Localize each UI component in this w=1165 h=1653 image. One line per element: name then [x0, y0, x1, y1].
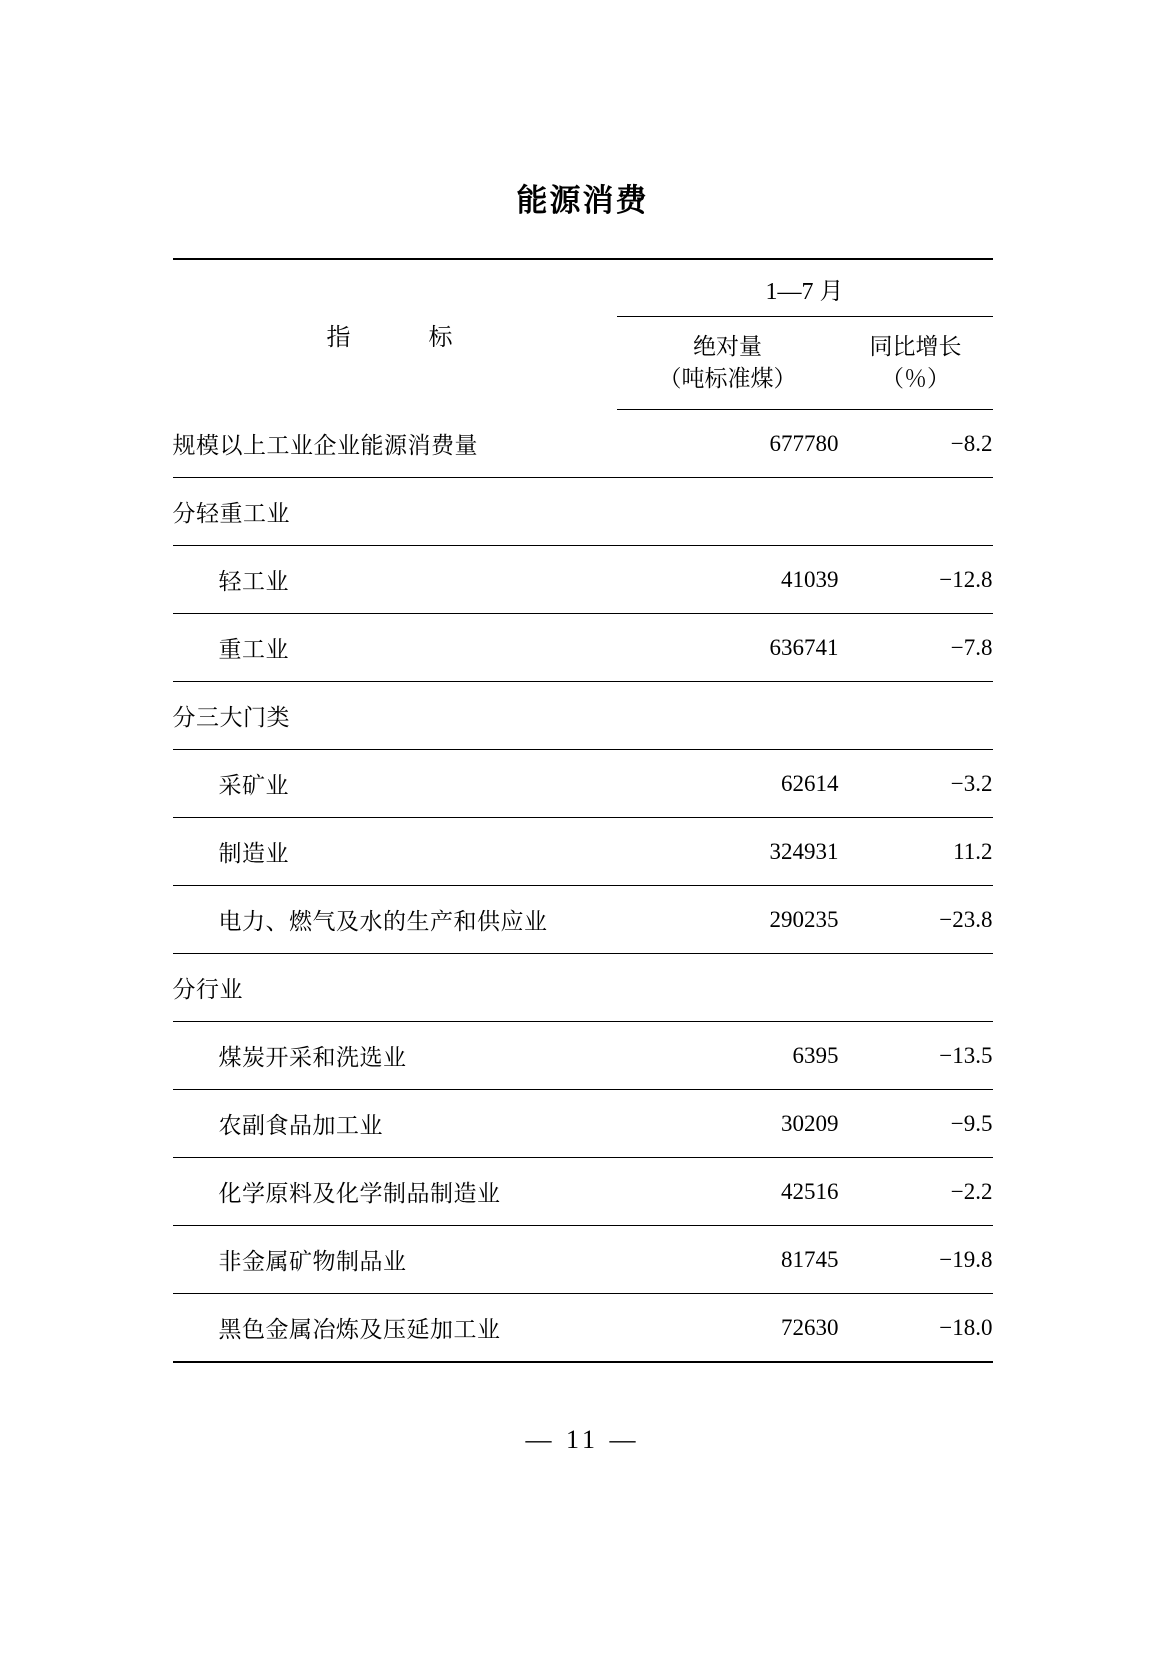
table-row — [173, 954, 993, 1022]
row-absolute-value — [617, 478, 839, 546]
page-title: 能源消费 — [516, 183, 649, 218]
table-row — [173, 1022, 993, 1090]
row-absolute-value: 41039 — [617, 546, 839, 614]
row-label: 黑色金属冶炼及压延加工业 — [173, 1294, 617, 1363]
row-yoy-value: −19.8 — [839, 1226, 993, 1294]
energy-consumption-table-container — [173, 220, 993, 1363]
row-absolute-value: 62614 — [617, 750, 839, 818]
row-absolute-value: 30209 — [617, 1090, 839, 1158]
row-absolute-value: 636741 — [617, 614, 839, 682]
row-absolute-value: 6395 — [617, 1022, 839, 1090]
row-yoy-value — [839, 682, 993, 750]
table-row — [173, 1158, 993, 1226]
row-label: 煤炭开采和洗选业 — [173, 1022, 617, 1090]
row-label: 分轻重工业 — [173, 478, 617, 546]
row-absolute-value — [617, 954, 839, 1022]
row-absolute-value — [617, 682, 839, 750]
row-absolute-value: 81745 — [617, 1226, 839, 1294]
column-header-absolute-label: 绝对量 — [693, 334, 762, 360]
row-absolute-value: 677780 — [617, 410, 839, 478]
table-row — [173, 478, 993, 546]
row-yoy-value: −13.5 — [839, 1022, 993, 1090]
row-yoy-value: 11.2 — [839, 818, 993, 886]
row-yoy-value: −8.2 — [839, 410, 993, 478]
energy-consumption-table — [173, 258, 993, 1363]
column-header-yoy-label: 同比增长 — [869, 334, 962, 360]
table-row — [173, 1226, 993, 1294]
row-yoy-value — [839, 478, 993, 546]
column-header-yoy-unit: （％） — [881, 366, 950, 391]
row-absolute-value: 72630 — [617, 1294, 839, 1363]
column-header-period: 1—7 月 — [617, 259, 993, 317]
table-row — [173, 1294, 993, 1363]
row-label: 农副食品加工业 — [173, 1090, 617, 1158]
table-header-top-row — [173, 259, 993, 317]
table-row — [173, 682, 993, 750]
row-yoy-value: −3.2 — [839, 750, 993, 818]
row-yoy-value: −7.8 — [839, 614, 993, 682]
row-yoy-value: −9.5 — [839, 1090, 993, 1158]
table-row — [173, 614, 993, 682]
row-yoy-value: −2.2 — [839, 1158, 993, 1226]
row-label: 化学原料及化学制品制造业 — [173, 1158, 617, 1226]
table-row — [173, 750, 993, 818]
table-row — [173, 410, 993, 478]
row-label: 分行业 — [173, 954, 617, 1022]
row-absolute-value: 290235 — [617, 886, 839, 954]
table-body — [173, 259, 993, 1362]
table-row — [173, 886, 993, 954]
row-label: 规模以上工业企业能源消费量 — [173, 410, 617, 478]
column-header-absolute-unit: （吨标准煤） — [658, 366, 797, 391]
row-label: 非金属矿物制品业 — [173, 1226, 617, 1294]
row-label: 重工业 — [173, 614, 617, 682]
page-number: — 11 — — [525, 1425, 640, 1454]
row-label: 制造业 — [173, 818, 617, 886]
row-yoy-value: −18.0 — [839, 1294, 993, 1363]
row-label: 轻工业 — [173, 546, 617, 614]
row-label: 采矿业 — [173, 750, 617, 818]
row-absolute-value: 42516 — [617, 1158, 839, 1226]
column-header-absolute — [617, 317, 839, 410]
column-header-yoy — [839, 317, 993, 410]
table-row — [173, 546, 993, 614]
row-label: 分三大门类 — [173, 682, 617, 750]
row-label: 电力、燃气及水的生产和供应业 — [173, 886, 617, 954]
table-row — [173, 818, 993, 886]
row-absolute-value: 324931 — [617, 818, 839, 886]
table-row — [173, 1090, 993, 1158]
column-header-indicator: 指 标 — [173, 259, 617, 410]
row-yoy-value: −23.8 — [839, 886, 993, 954]
row-yoy-value: −12.8 — [839, 546, 993, 614]
row-yoy-value — [839, 954, 993, 1022]
